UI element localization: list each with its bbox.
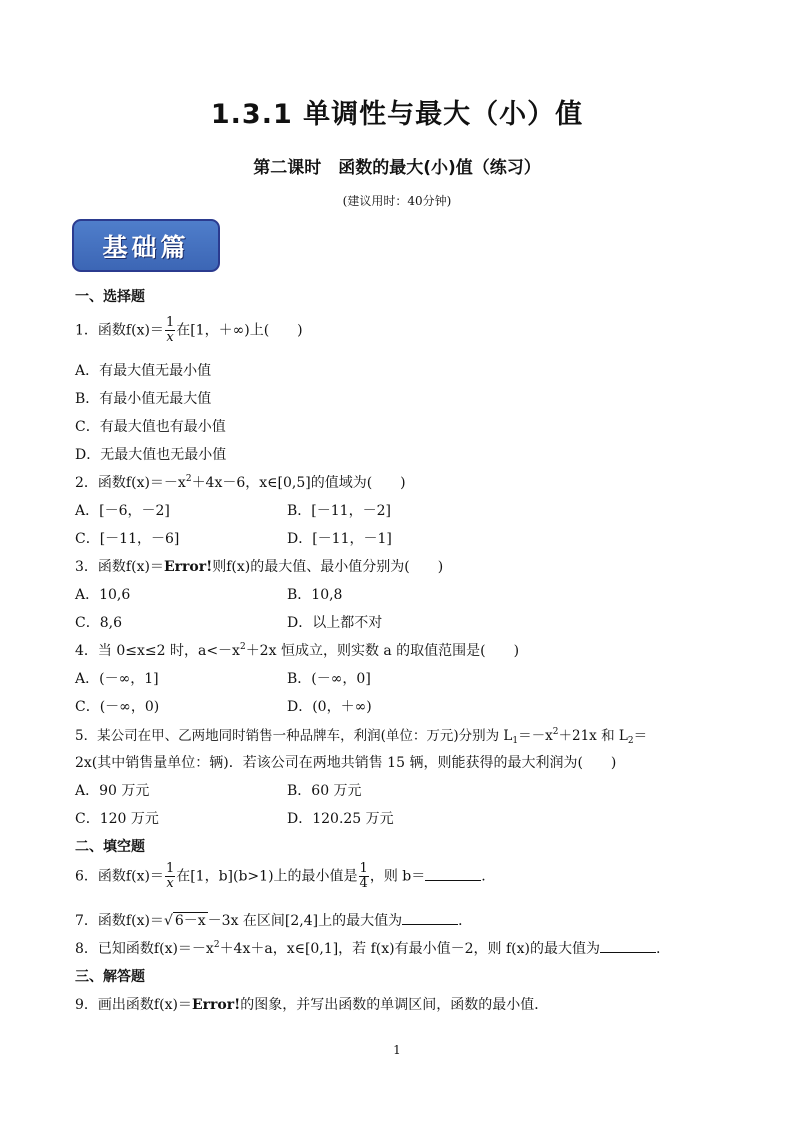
question-5-line2: 2x(其中销售量单位：辆)．若该公司在两地共销售 15 辆，则能获得的最大利润为( ) [75, 755, 617, 771]
option-3b: B．10,8 [287, 587, 343, 603]
fraction: $\frac{1}{x}$ [165, 315, 175, 345]
option-1d: D．无最大值也无最小值 [75, 447, 227, 463]
option-4b: B．(－∞，0] [287, 671, 371, 687]
fraction: $\frac{1}{x}$ [165, 861, 175, 891]
answer-blank [402, 912, 458, 925]
option-1c: C．有最大值也有最小值 [75, 419, 226, 435]
option-2a: A．[－6，－2] [75, 503, 170, 519]
option-3d: D．以上都不对 [287, 615, 383, 631]
option-5d: D．120.25 万元 [287, 811, 394, 827]
option-4c: C．(－∞，0) [75, 699, 160, 715]
answer-blank [425, 868, 481, 881]
fraction: $\frac{1}{4}$ [359, 861, 368, 891]
question-5-line1: 5．某公司在甲、乙两地同时销售一种品牌车，利润(单位：万元)分别为 $L_1=-x^2+21x$ 和 $L_2=$ [75, 727, 648, 746]
page-title: 1.3.1 单调性与最大（小）值 [210, 99, 584, 130]
question-9: 9．画出函数f(x)＝Error!的图象，并写出函数的单调区间，函数的最小值． [75, 997, 549, 1013]
question-4: 4．当 0≤x≤2 时，$a<-x^2+2x$ 恒成立，则实数 a 的取值范围是( ) [75, 642, 520, 659]
page-subtitle: 第二课时 函数的最大(小)值（练习） [253, 158, 541, 178]
question-3: 3．函数f(x)＝Error!则f(x)的最大值、最小值分别为( ) [75, 559, 444, 575]
section-heading-fill: 二、填空题 [75, 839, 145, 855]
option-4a: A．(－∞，1] [75, 671, 159, 687]
option-1b: B．有最小值无最大值 [75, 391, 212, 407]
option-1a: A．有最大值无最小值 [75, 363, 212, 379]
option-5a: A．90 万元 [75, 783, 150, 799]
option-2c: C．[－11，－6] [75, 531, 180, 547]
answer-blank [600, 940, 656, 953]
section-heading-answer: 三、解答题 [75, 969, 145, 985]
option-5c: C．120 万元 [75, 811, 159, 827]
time-note: (建议用时：40分钟) [342, 194, 452, 208]
section-heading-choice: 一、选择题 [75, 289, 145, 305]
question-8: 8．已知函数$f(x)=-x^2+4x+a$，x∈[0,1]，若 f(x)有最小值－2，则 f(x)的最大值为 . [75, 940, 661, 957]
page-number: 1 [393, 1043, 401, 1057]
question-1: 1．函数f(x)＝ $\frac{1}{x}$ 在[1，＋∞)上( ) [75, 315, 303, 345]
option-2d: D．[－11，－1] [287, 531, 392, 547]
option-3c: C．8,6 [75, 615, 122, 631]
sqrt-expression: √ 6－x [163, 913, 206, 929]
question-6: 6．函数f(x)＝ $\frac{1}{x}$ 在[1，b](b>1)上的最小值是 $\frac{1}{4}$ ，则 b＝ . [75, 861, 486, 891]
option-2b: B．[－11，－2] [287, 503, 391, 519]
question-2: 2．函数$f(x)=-x^2+4x-6$，x∈[0,5]的值域为( ) [75, 474, 406, 491]
section-badge: 基础篇 [72, 219, 220, 272]
option-3a: A．10,6 [75, 587, 131, 603]
question-7: 7．函数f(x)＝√ 6－x －3x 在区间[2,4]上的最大值为 ． [75, 910, 472, 930]
option-4d: D．(0，＋∞) [287, 699, 372, 715]
option-5b: B．60 万元 [287, 783, 362, 799]
